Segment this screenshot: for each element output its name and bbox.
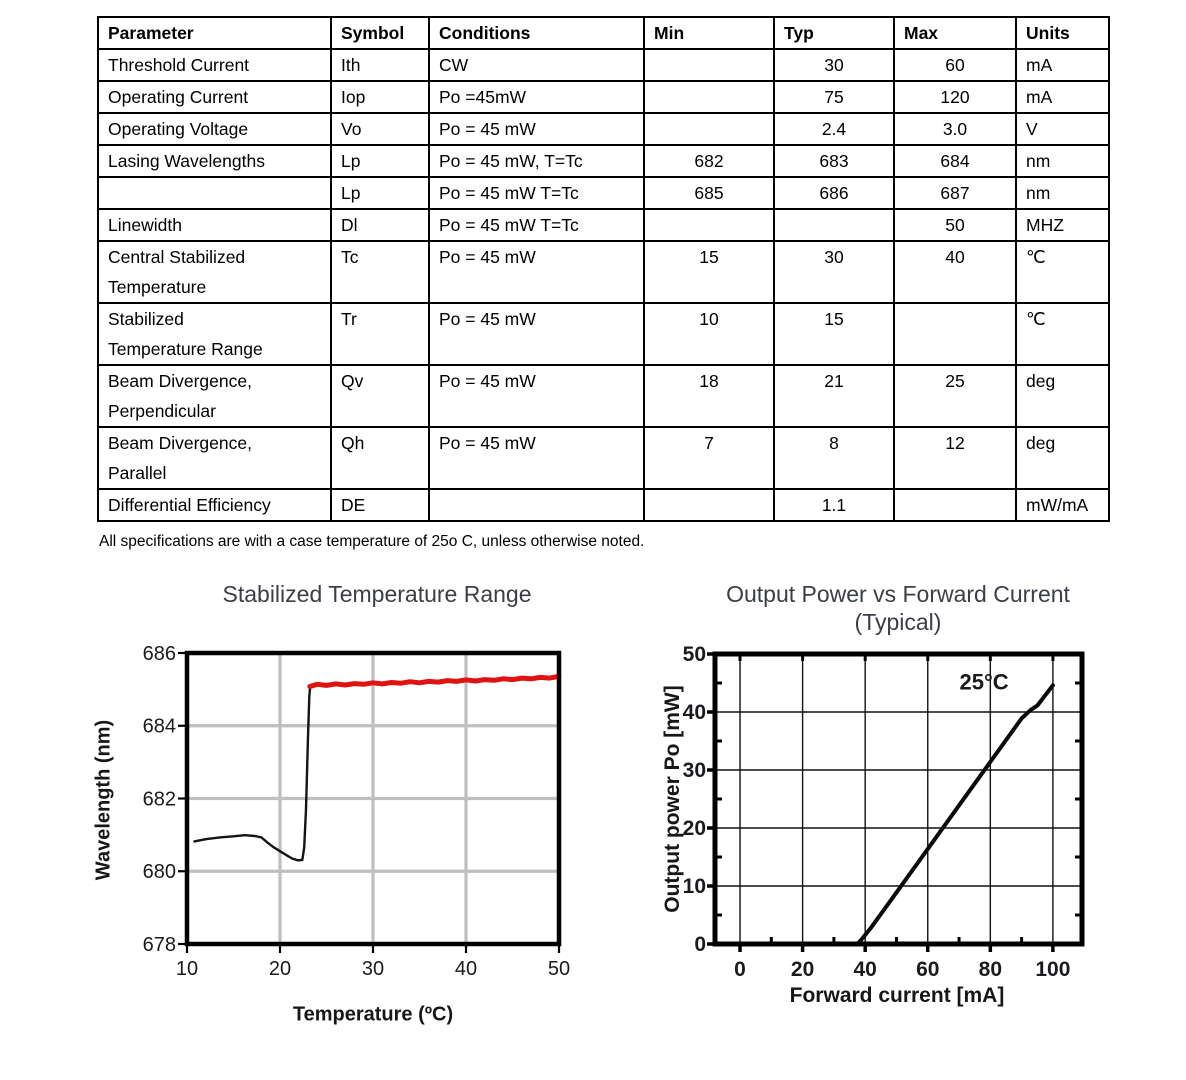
cell-units: mA bbox=[1016, 81, 1109, 113]
cell-symbol: Qh bbox=[331, 427, 429, 489]
cell-units: mW/mA bbox=[1016, 489, 1109, 521]
header-parameter: Parameter bbox=[98, 17, 331, 49]
table-row bbox=[98, 145, 1109, 177]
cell-min bbox=[644, 209, 774, 241]
cell-parameter: Lasing Wavelengths bbox=[98, 145, 331, 177]
cell-parameter: Beam Divergence, Parallel bbox=[98, 427, 331, 489]
cell-min: 15 bbox=[644, 241, 774, 303]
x-tick-label: 40 bbox=[853, 958, 877, 981]
y-tick-label: 40 bbox=[682, 701, 706, 725]
series-po-vs-if-25c bbox=[857, 685, 1053, 944]
cell-min bbox=[644, 49, 774, 81]
annotation-temperature: 25°C bbox=[959, 669, 1009, 695]
y-tick-label: 682 bbox=[142, 788, 176, 811]
cell-typ: 30 bbox=[774, 241, 894, 303]
y-tick-label: 678 bbox=[142, 933, 176, 956]
spec-footnote: All specifications are with a case temperature of 25o C, unless otherwise noted. bbox=[99, 533, 645, 550]
cell-min: 7 bbox=[644, 427, 774, 489]
x-tick-label: 80 bbox=[978, 958, 1003, 981]
table-row bbox=[98, 303, 1109, 365]
y-axis-label: Wavelength (nm) bbox=[92, 719, 115, 881]
chart-output-power bbox=[630, 578, 1186, 1048]
cell-typ: 15 bbox=[774, 303, 894, 365]
x-tick-label: 20 bbox=[790, 958, 815, 981]
cell-symbol: DE bbox=[331, 489, 429, 521]
y-tick-label: 20 bbox=[682, 817, 706, 841]
plot-frame bbox=[715, 654, 1082, 944]
y-tick-label: 10 bbox=[682, 875, 706, 899]
cell-max: 60 bbox=[894, 49, 1016, 81]
y-axis-label: Output power Po [mW] bbox=[661, 685, 684, 913]
table-row bbox=[98, 427, 1109, 489]
cell-units: MHZ bbox=[1016, 209, 1109, 241]
cell-units: deg bbox=[1016, 365, 1109, 427]
table-row bbox=[98, 177, 1109, 209]
cell-max: 684 bbox=[894, 145, 1016, 177]
spec-table bbox=[97, 16, 1110, 522]
spec-table-header-row bbox=[98, 17, 1109, 49]
cell-typ: 683 bbox=[774, 145, 894, 177]
y-tick-label: 0 bbox=[694, 933, 706, 957]
y-tick-label: 680 bbox=[142, 861, 176, 884]
table-row bbox=[98, 49, 1109, 81]
header-typ: Typ bbox=[774, 17, 894, 49]
table-row bbox=[98, 489, 1109, 521]
header-units: Units bbox=[1016, 17, 1109, 49]
cell-typ: 75 bbox=[774, 81, 894, 113]
x-tick-label: 60 bbox=[916, 958, 940, 981]
cell-parameter: Differential Efficiency bbox=[98, 489, 331, 521]
chart-title: Output Power vs Forward Current bbox=[726, 581, 1070, 607]
cell-conditions bbox=[429, 489, 644, 521]
cell-parameter: Threshold Current bbox=[98, 49, 331, 81]
cell-symbol: Dl bbox=[331, 209, 429, 241]
x-tick-label: 100 bbox=[1035, 958, 1071, 981]
cell-units: deg bbox=[1016, 427, 1109, 489]
cell-conditions: Po = 45 mW T=Tc bbox=[429, 209, 644, 241]
cell-max bbox=[894, 303, 1016, 365]
cell-parameter: Central Stabilized Temperature bbox=[98, 241, 331, 303]
cell-min bbox=[644, 81, 774, 113]
x-tick-label: 40 bbox=[454, 958, 478, 980]
cell-max: 687 bbox=[894, 177, 1016, 209]
stabilized-temperature-plot bbox=[80, 578, 610, 1048]
cell-conditions: Po = 45 mW T=Tc bbox=[429, 177, 644, 209]
x-axis-label: Forward current [mA] bbox=[789, 984, 1005, 1007]
header-max: Max bbox=[894, 17, 1016, 49]
cell-conditions: Po = 45 mW bbox=[429, 365, 644, 427]
output-power-plot bbox=[630, 578, 1186, 1048]
series-wavelength-stabilized bbox=[310, 676, 559, 686]
cell-conditions: Po = 45 mW bbox=[429, 427, 644, 489]
cell-symbol: Vo bbox=[331, 113, 429, 145]
cell-units: V bbox=[1016, 113, 1109, 145]
cell-units: ℃ bbox=[1016, 241, 1109, 303]
cell-symbol: Tc bbox=[331, 241, 429, 303]
cell-min: 10 bbox=[644, 303, 774, 365]
x-axis-label: Temperature (ºC) bbox=[292, 1003, 454, 1026]
x-tick-label: 20 bbox=[268, 958, 292, 980]
cell-conditions: Po = 45 mW bbox=[429, 113, 644, 145]
cell-conditions: Po = 45 mW bbox=[429, 303, 644, 365]
chart-stabilized-temperature bbox=[80, 578, 610, 1048]
cell-symbol: Lp bbox=[331, 177, 429, 209]
cell-max: 40 bbox=[894, 241, 1016, 303]
cell-min: 685 bbox=[644, 177, 774, 209]
cell-symbol: Qv bbox=[331, 365, 429, 427]
cell-conditions: Po =45mW bbox=[429, 81, 644, 113]
table-row bbox=[98, 81, 1109, 113]
table-row bbox=[98, 113, 1109, 145]
header-conditions: Conditions bbox=[429, 17, 644, 49]
cell-parameter bbox=[98, 177, 331, 209]
series-wavelength-unstabilized bbox=[194, 687, 310, 861]
cell-parameter: Stabilized Temperature Range bbox=[98, 303, 331, 365]
cell-typ: 8 bbox=[774, 427, 894, 489]
cell-max: 120 bbox=[894, 81, 1016, 113]
cell-min bbox=[644, 489, 774, 521]
table-row bbox=[98, 241, 1109, 303]
chart-title: Stabilized Temperature Range bbox=[222, 581, 532, 607]
x-tick-label: 0 bbox=[734, 958, 746, 981]
header-min: Min bbox=[644, 17, 774, 49]
cell-conditions: Po = 45 mW bbox=[429, 241, 644, 303]
cell-parameter: Linewidth bbox=[98, 209, 331, 241]
cell-max: 12 bbox=[894, 427, 1016, 489]
cell-min: 18 bbox=[644, 365, 774, 427]
cell-min: 682 bbox=[644, 145, 774, 177]
cell-parameter: Operating Voltage bbox=[98, 113, 331, 145]
cell-symbol: Ith bbox=[331, 49, 429, 81]
cell-typ: 2.4 bbox=[774, 113, 894, 145]
x-tick-label: 30 bbox=[361, 958, 385, 980]
cell-max: 25 bbox=[894, 365, 1016, 427]
cell-max: 50 bbox=[894, 209, 1016, 241]
cell-min bbox=[644, 113, 774, 145]
y-tick-label: 686 bbox=[142, 642, 176, 665]
header-symbol: Symbol bbox=[331, 17, 429, 49]
table-row bbox=[98, 209, 1109, 241]
x-tick-label: 50 bbox=[547, 958, 571, 980]
cell-typ bbox=[774, 209, 894, 241]
cell-parameter: Beam Divergence, Perpendicular bbox=[98, 365, 331, 427]
y-tick-label: 30 bbox=[682, 759, 706, 783]
cell-symbol: Lp bbox=[331, 145, 429, 177]
cell-units: mA bbox=[1016, 49, 1109, 81]
cell-units: nm bbox=[1016, 145, 1109, 177]
cell-typ: 21 bbox=[774, 365, 894, 427]
cell-conditions: Po = 45 mW, T=Tc bbox=[429, 145, 644, 177]
cell-units: ℃ bbox=[1016, 303, 1109, 365]
chart-subtitle: (Typical) bbox=[854, 609, 942, 635]
cell-conditions: CW bbox=[429, 49, 644, 81]
cell-typ: 30 bbox=[774, 49, 894, 81]
y-tick-label: 50 bbox=[682, 643, 706, 667]
cell-symbol: Iop bbox=[331, 81, 429, 113]
cell-max: 3.0 bbox=[894, 113, 1016, 145]
cell-symbol: Tr bbox=[331, 303, 429, 365]
cell-units: nm bbox=[1016, 177, 1109, 209]
y-tick-label: 684 bbox=[142, 715, 176, 738]
x-tick-label: 10 bbox=[175, 958, 199, 980]
cell-max bbox=[894, 489, 1016, 521]
table-row bbox=[98, 365, 1109, 427]
cell-typ: 1.1 bbox=[774, 489, 894, 521]
cell-typ: 686 bbox=[774, 177, 894, 209]
cell-parameter: Operating Current bbox=[98, 81, 331, 113]
